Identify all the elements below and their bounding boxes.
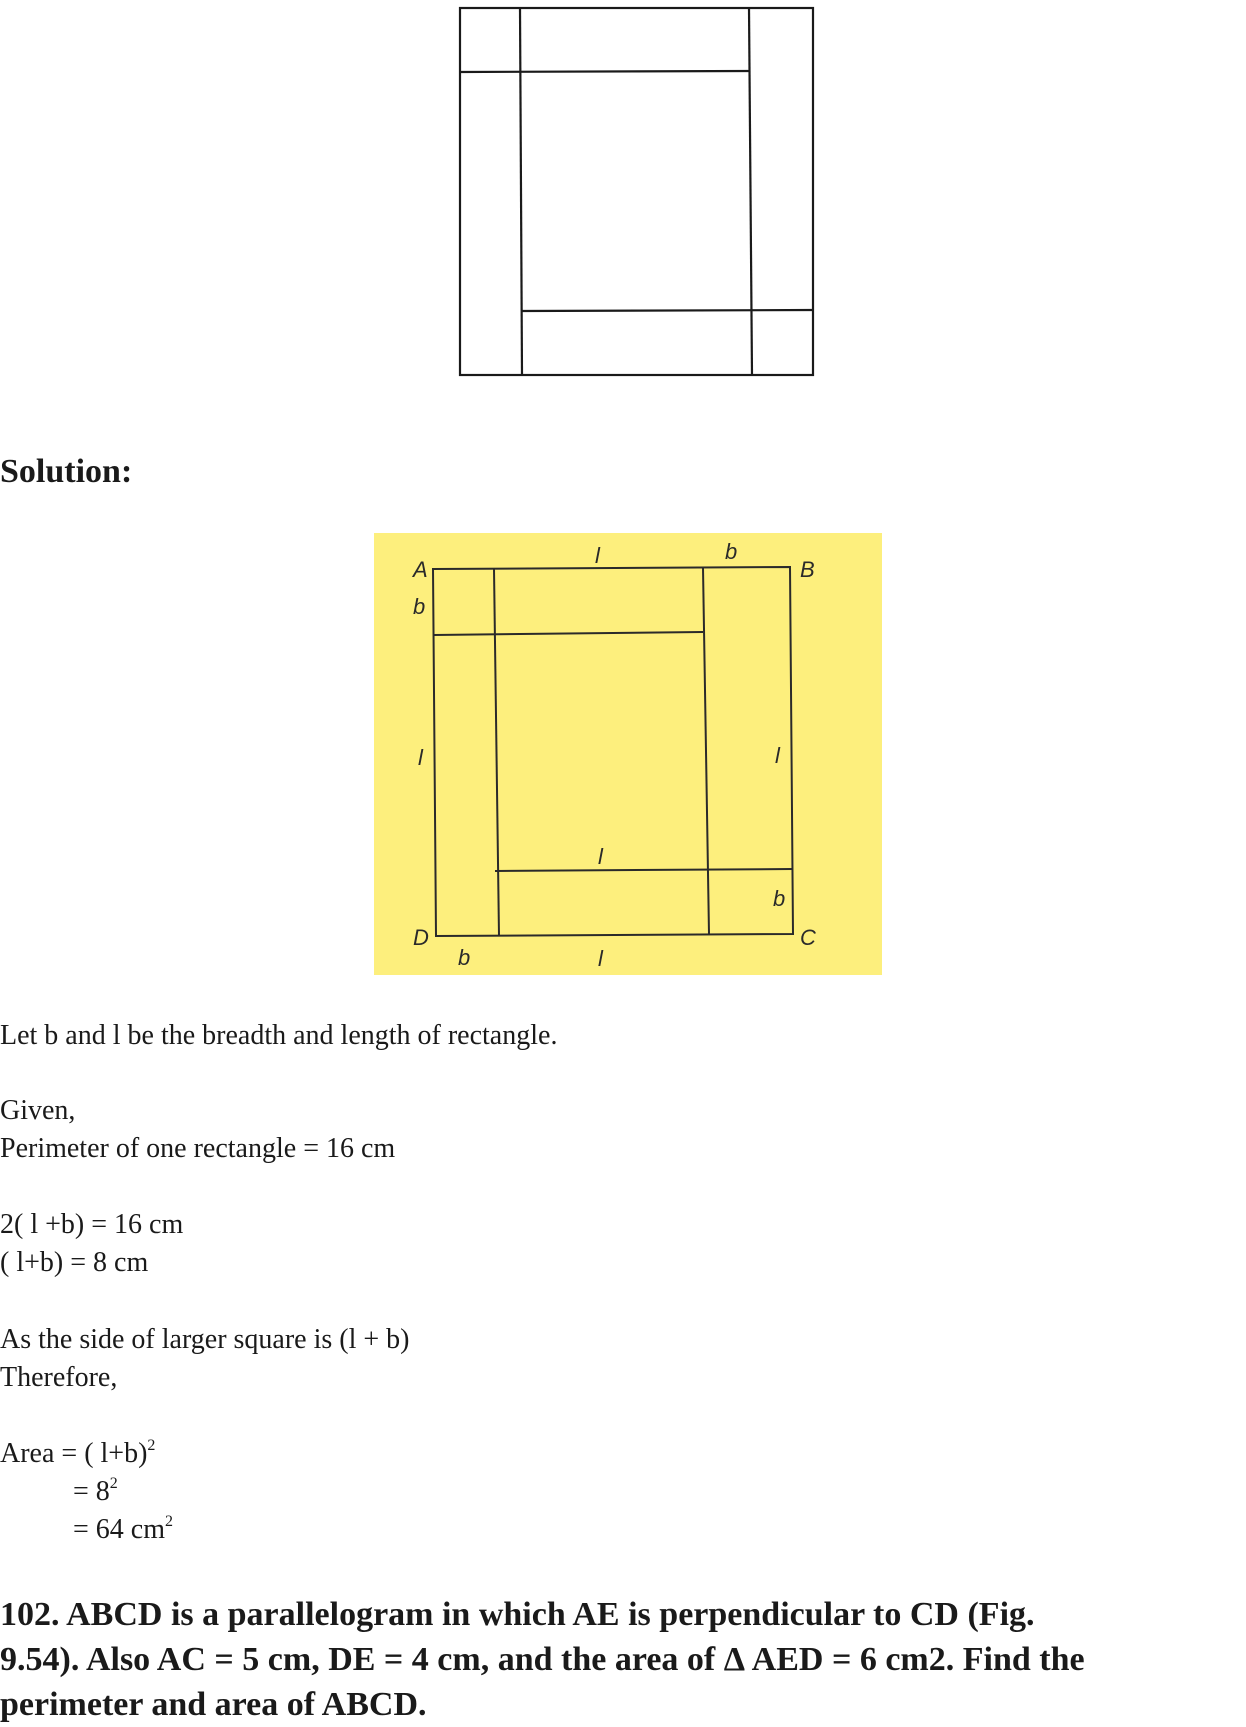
area-expr-1: Area = ( l+b): [0, 1438, 148, 1469]
question-line-1: 102. ABCD is a parallelogram in which AE is perpendicular to CD (Fig.: [0, 1596, 1035, 1633]
text-given: Given,: [0, 1095, 76, 1126]
label-right-b: b: [773, 886, 786, 911]
text-equation-2: ( l+b) = 8 cm: [0, 1247, 149, 1278]
area-exponent-2: 2: [109, 1475, 118, 1492]
text-perimeter: Perimeter of one rectangle = 16 cm: [0, 1133, 396, 1164]
solution-heading: Solution:: [0, 453, 133, 490]
text-let-b-and-l: Let b and l be the breadth and length of rectangle.: [0, 1020, 558, 1051]
question-102: [0, 1592, 1246, 1727]
text-area-line-2: [73, 1475, 118, 1509]
area-expr-3: = 64 cm: [73, 1514, 165, 1545]
yellow-background: [374, 533, 882, 975]
label-bottom-l: l: [598, 946, 603, 971]
area-exponent-3: 2: [165, 1513, 173, 1530]
text-side-of-square: As the side of larger square is (l + b): [0, 1324, 410, 1355]
text-therefore: Therefore,: [0, 1362, 118, 1393]
vertex-b-label: B: [800, 557, 815, 582]
text-area-line-1: [0, 1437, 155, 1471]
area-exponent-1: 2: [147, 1437, 156, 1454]
label-left-l: l: [418, 745, 423, 770]
text-area-line-3: [73, 1513, 173, 1547]
label-bottom-b: b: [458, 945, 471, 970]
label-right-l: l: [775, 743, 780, 768]
label-inner-l: l: [598, 844, 603, 869]
vertex-a-label: A: [413, 557, 428, 582]
text-equation-1: 2( l +b) = 16 cm: [0, 1209, 184, 1240]
vertex-d-label: D: [413, 925, 429, 950]
vertex-c-label: C: [800, 925, 816, 950]
label-top-l: l: [595, 543, 600, 568]
area-expr-2: = 8: [73, 1476, 110, 1507]
question-line-2: 9.54). Also AC = 5 cm, DE = 4 cm, and the area of Δ AED = 6 cm2. Find the: [0, 1641, 1085, 1678]
question-line-3: perimeter and area of ABCD.: [0, 1686, 427, 1723]
label-left-b: b: [413, 594, 426, 619]
label-top-b: b: [725, 539, 738, 564]
